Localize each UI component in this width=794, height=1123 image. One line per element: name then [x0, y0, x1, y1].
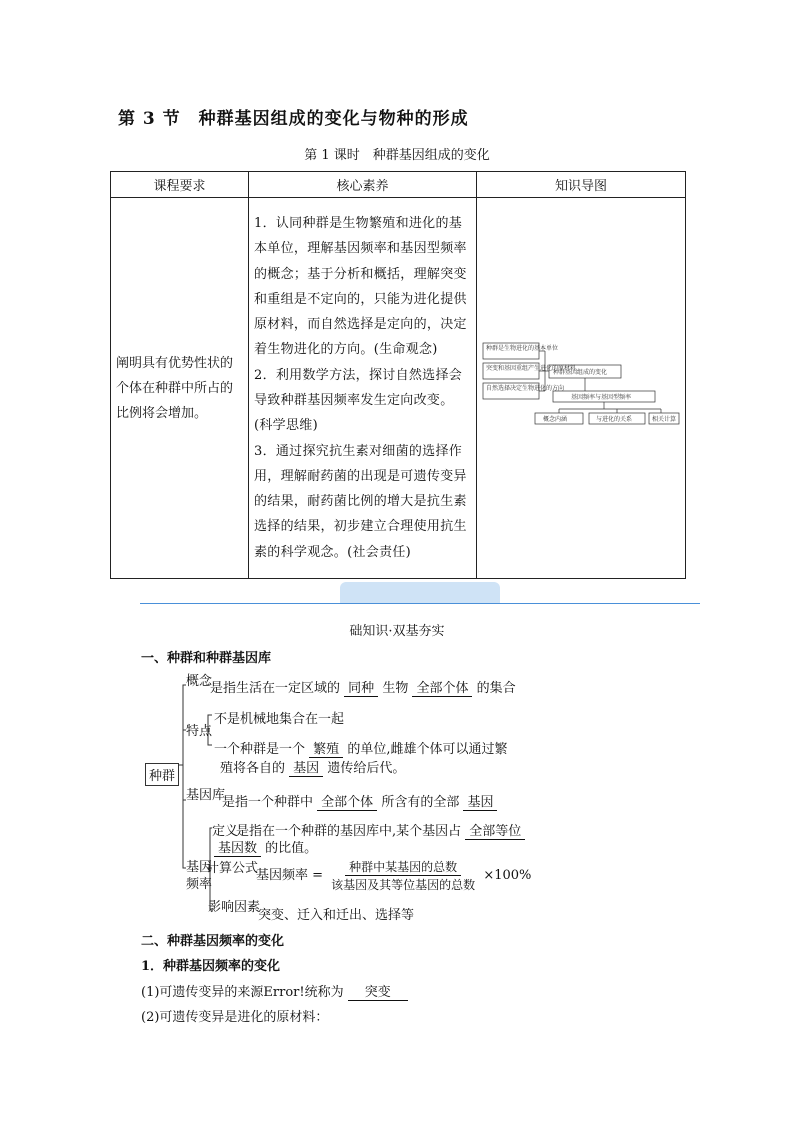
factor-label: 影响因素	[208, 900, 261, 915]
genepool-blank-1: 全部个体	[317, 791, 377, 811]
header-mindmap: 知识导图	[477, 172, 686, 198]
lesson-title: 第 1 课时 种群基因组成的变化	[304, 148, 490, 163]
formula-fraction	[327, 858, 479, 893]
formula-label: 计算公式	[206, 861, 259, 876]
definition-blank-1: 全部等位	[465, 820, 525, 840]
factor-text: 突变、迁入和迁出、选择等	[258, 908, 415, 923]
core-item-1: 1．认同种群是生物繁殖和进化的基本单位，理解基因频率和基因型频率的概念；基于分析和概括，理解突变和重组是不定向的，只能为进化提供原材料，而自然选择是定向的，决定着生物进化的方向。(生命观念)	[254, 215, 467, 358]
mindmap-bottom-3: 相关计算	[652, 416, 677, 423]
genepool-pre: 是指一个种群中	[222, 795, 314, 810]
definition-post: 的比值。	[265, 841, 318, 856]
feature2-pre: 一个种群是一个	[214, 742, 306, 757]
concept-blank-2: 全部个体	[412, 677, 472, 697]
feature2-blank-2: 基因	[289, 757, 323, 777]
concept-post: 的集合	[476, 681, 516, 696]
definition-blank-2: 基因数	[214, 837, 261, 857]
concept-blank-1: 同种	[344, 677, 378, 697]
formula-lhs: 基因频率 =	[256, 868, 324, 883]
feature-2-line-1	[214, 738, 507, 758]
mindmap-left-2: 突变和基因重组产生进化的原材料	[486, 365, 577, 372]
feature-1: 不是机械地集合在一起	[214, 712, 345, 727]
header-requirement: 课程要求	[111, 172, 249, 198]
concept-pre: 是指生活在一定区域的	[210, 681, 341, 696]
genepool-mid: 所含有的全部	[381, 795, 460, 810]
concept-row	[210, 677, 516, 697]
freq-label-1: 基因	[186, 860, 213, 875]
genepool-blank-2: 基因	[463, 791, 497, 811]
formula-suffix: ×100%	[483, 868, 532, 883]
banner-title: 础知识·双基夯实	[349, 624, 445, 639]
mindmap-bottom-2: 与进化的关系	[596, 416, 633, 423]
core-item-3: 3．通过探究抗生素对细菌的选择作用，理解耐药菌的出现是可遗传变异的结果，耐药菌比例的增大是抗生素选择的结果，初步建立合理使用抗生素的科学观念。(社会责任)	[254, 443, 467, 560]
mindmap-bottom-1: 概念内涵	[543, 416, 568, 423]
feature-label: 特点	[186, 724, 213, 739]
concept-mid: 生物	[382, 681, 409, 696]
section-title: 第 3 节 种群基因组成的变化与物种的形成	[118, 109, 469, 129]
formula-denominator: 该基因及其等位基因的总数	[331, 878, 476, 892]
item1-blank: 突变	[348, 981, 408, 1001]
feature-2-line-2	[220, 757, 405, 777]
definition-line-2	[214, 837, 317, 857]
part1-heading: 一、种群和种群基因库	[141, 651, 272, 666]
feature2-line2-pre: 殖将各自的	[220, 761, 286, 776]
genepool-label: 基因库	[186, 788, 226, 803]
part2-item2: (2)可遗传变异是进化的原材料：	[141, 1010, 329, 1025]
root-population: 种群	[145, 763, 179, 786]
feature2-mid: 的单位,雌雄个体可以通过繁	[347, 742, 508, 757]
item1-pre: (1)可遗传变异的来源Error!统称为	[141, 985, 344, 1000]
mindmap-middle: 基因频率与基因型频率	[571, 394, 632, 401]
genepool-row	[222, 791, 497, 811]
definition-label: 定义	[212, 824, 239, 839]
feature2-post: 遗传给后代。	[327, 761, 406, 776]
concept-label: 概念	[186, 674, 213, 689]
freq-label-2: 频率	[186, 877, 213, 892]
definition-pre: 是指在一个种群的基因库中,某个基因占	[236, 824, 462, 839]
requirement-text: 阐明具有优势性状的个体在种群中所占的比例将会增加。	[116, 355, 234, 421]
mindmap-left-1: 种群是生物进化的基本单位	[486, 345, 559, 352]
core-item-2: 2．利用数学方法，探讨自然选择会导致种群基因频率发生定向改变。(科学思维)	[254, 367, 463, 434]
formula-row	[256, 858, 531, 893]
header-core-literacy: 核心素养	[249, 172, 477, 198]
mindmap-center: 种群基因组成的变化	[553, 369, 608, 376]
formula-numerator: 种群中某基因的总数	[345, 858, 461, 876]
part2-heading: 二、种群基因频率的变化	[141, 934, 285, 949]
part2-item1	[141, 981, 408, 1001]
part2-sub1: 1．种群基因频率的变化	[141, 959, 281, 974]
feature2-blank-1: 繁殖	[309, 738, 343, 758]
mindmap-left-3: 自然选择决定生物进化的方向	[486, 385, 565, 392]
